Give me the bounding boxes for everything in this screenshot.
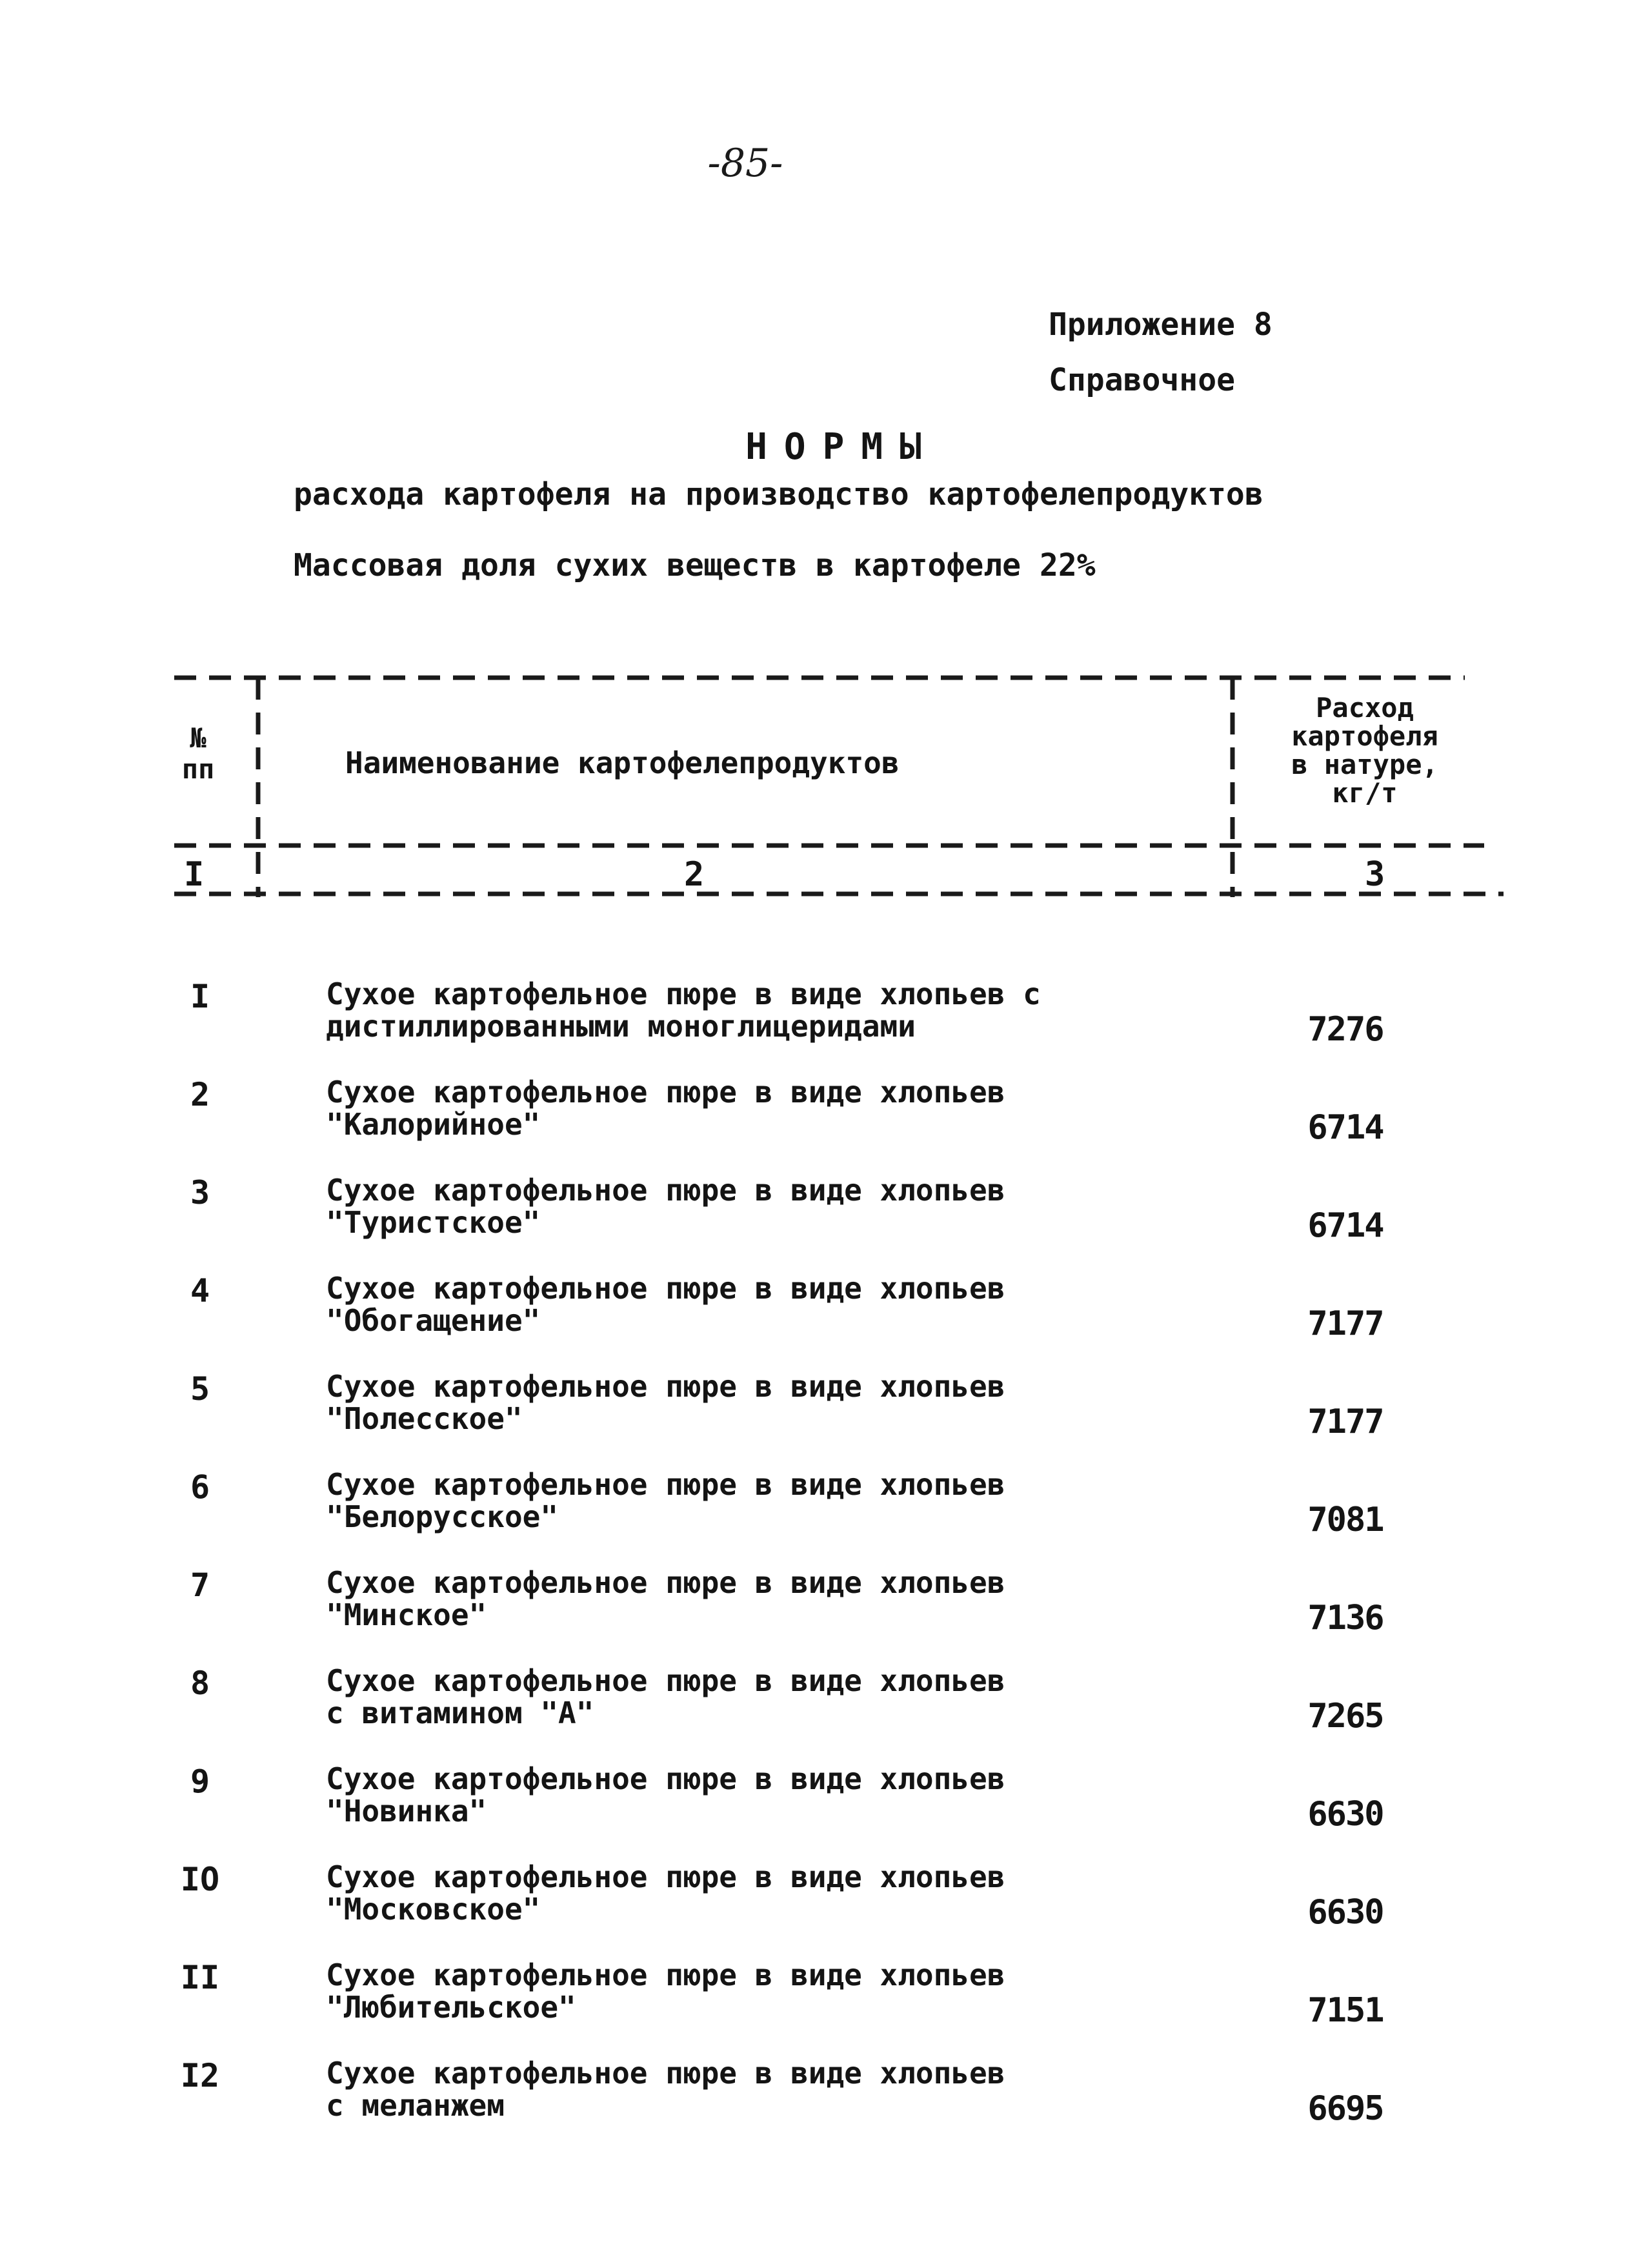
row-number: 4 [190,1272,210,1310]
product-name-line: "Новинка" [326,1794,487,1828]
row-number: 8 [190,1665,210,1702]
product-name-line: "Туристское" [326,1205,541,1240]
appendix-number: Приложение 8 [1049,307,1273,343]
product-name [326,1566,1005,1631]
consumption-value: 7136 [1307,1599,1383,1637]
header-number: № пп [181,722,215,785]
product-name [326,1370,1005,1435]
table-row [0,1076,1650,1173]
product-name-line: "Калорийное" [326,1107,541,1142]
row-number: 7 [190,1566,210,1604]
product-name-line: Сухое картофельное пюре в виде хлопьев [326,1369,1005,1404]
dry-matter-note: Массовая доля сухих веществ в картофеле 22% [294,547,1096,583]
row-number: IO [180,1861,220,1898]
product-name-line: "Любительское" [326,1990,576,2025]
product-name [326,2057,1005,2121]
consumption-value: 7276 [1307,1010,1383,1049]
consumption-value: 6714 [1307,1108,1383,1147]
consumption-value: 6630 [1307,1893,1383,1932]
row-number: I2 [180,2057,220,2094]
product-name-line: Сухое картофельное пюре в виде хлопьев [326,1663,1005,1698]
product-name-line: дистиллированными моноглицеридами [326,1009,916,1044]
row-number: 5 [190,1370,210,1408]
header-consumption-rate [1258,694,1471,807]
row-number: I [190,978,210,1015]
row-number: 3 [190,1174,210,1211]
table-row [0,978,1650,1075]
product-name-line: Сухое картофельное пюре в виде хлопьев [326,1271,1005,1306]
consumption-value: 7177 [1307,1304,1383,1343]
document-title: НОРМЫ [745,426,938,468]
table-row [0,1763,1650,1859]
table-row [0,1665,1650,1761]
product-name-line: Сухое картофельное пюре в виде хлопьев [326,2056,1005,2091]
product-name-line: с меланжем [326,2088,505,2123]
product-name-line: "Полесское" [326,1401,523,1436]
row-number: 6 [190,1468,210,1506]
product-name-line: Сухое картофельное пюре в виде хлопьев [326,1761,1005,1796]
table-row [0,2057,1650,2154]
column-number-1: I [184,855,205,894]
product-name-line: Сухое картофельное пюре в виде хлопьев [326,1565,1005,1600]
product-name [326,1763,1005,1827]
product-name-line: "Минское" [326,1597,487,1632]
product-name-line: "Московское" [326,1892,541,1927]
product-name-line: Сухое картофельное пюре в виде хлопьев [326,1075,1005,1109]
product-name-line: Сухое картофельное пюре в виде хлопьев [326,1958,1005,1992]
table-row [0,1174,1650,1271]
product-name [326,1272,1005,1337]
consumption-value: 7177 [1307,1402,1383,1441]
product-name-line: Сухое картофельное пюре в виде хлопьев [326,1173,1005,1208]
product-name [326,1174,1005,1239]
product-name-line: "Белорусское" [326,1499,559,1534]
table-row [0,1370,1650,1467]
table-row [0,1959,1650,2056]
column-number-2: 2 [684,855,705,894]
consumption-value: 7265 [1307,1697,1383,1736]
product-name [326,1468,1005,1533]
table-row [0,1272,1650,1369]
row-number: II [180,1959,220,1996]
table-row [0,1468,1650,1565]
header-rate-line: кг/т [1332,777,1398,809]
document-subtitle: расхода картофеля на производство картофелепродуктов [294,476,1263,512]
product-name [326,1861,1005,1925]
row-number: 2 [190,1076,210,1113]
product-name [326,1076,1005,1140]
header-rate-line: Расход [1316,692,1414,724]
product-name-line: Сухое картофельное пюре в виде хлопьев [326,1859,1005,1894]
row-number: 9 [190,1763,210,1800]
product-name-line: Сухое картофельное пюре в виде хлопьев с [326,977,1041,1011]
header-product-name: Наименование картофелепродуктов [345,745,900,780]
product-name [326,1665,1005,1729]
page-number: -85- [707,141,783,186]
header-rate-line: в натуре, [1291,749,1438,780]
table-row [0,1566,1650,1663]
product-name-line: Сухое картофельное пюре в виде хлопьев [326,1467,1005,1502]
consumption-value: 6695 [1307,2089,1383,2128]
consumption-value: 6630 [1307,1795,1383,1834]
product-name-line: с витамином "А" [326,1696,594,1730]
consumption-value: 6714 [1307,1206,1383,1245]
column-number-3: 3 [1365,855,1385,894]
product-name [326,978,1041,1042]
consumption-value: 7081 [1307,1501,1383,1539]
consumption-value: 7151 [1307,1991,1383,2030]
table-row [0,1861,1650,1958]
header-rate-line: картофеля [1291,720,1438,752]
product-name [326,1959,1005,2023]
appendix-type: Справочное [1049,362,1235,398]
product-name-line: "Обогащение" [326,1303,541,1338]
